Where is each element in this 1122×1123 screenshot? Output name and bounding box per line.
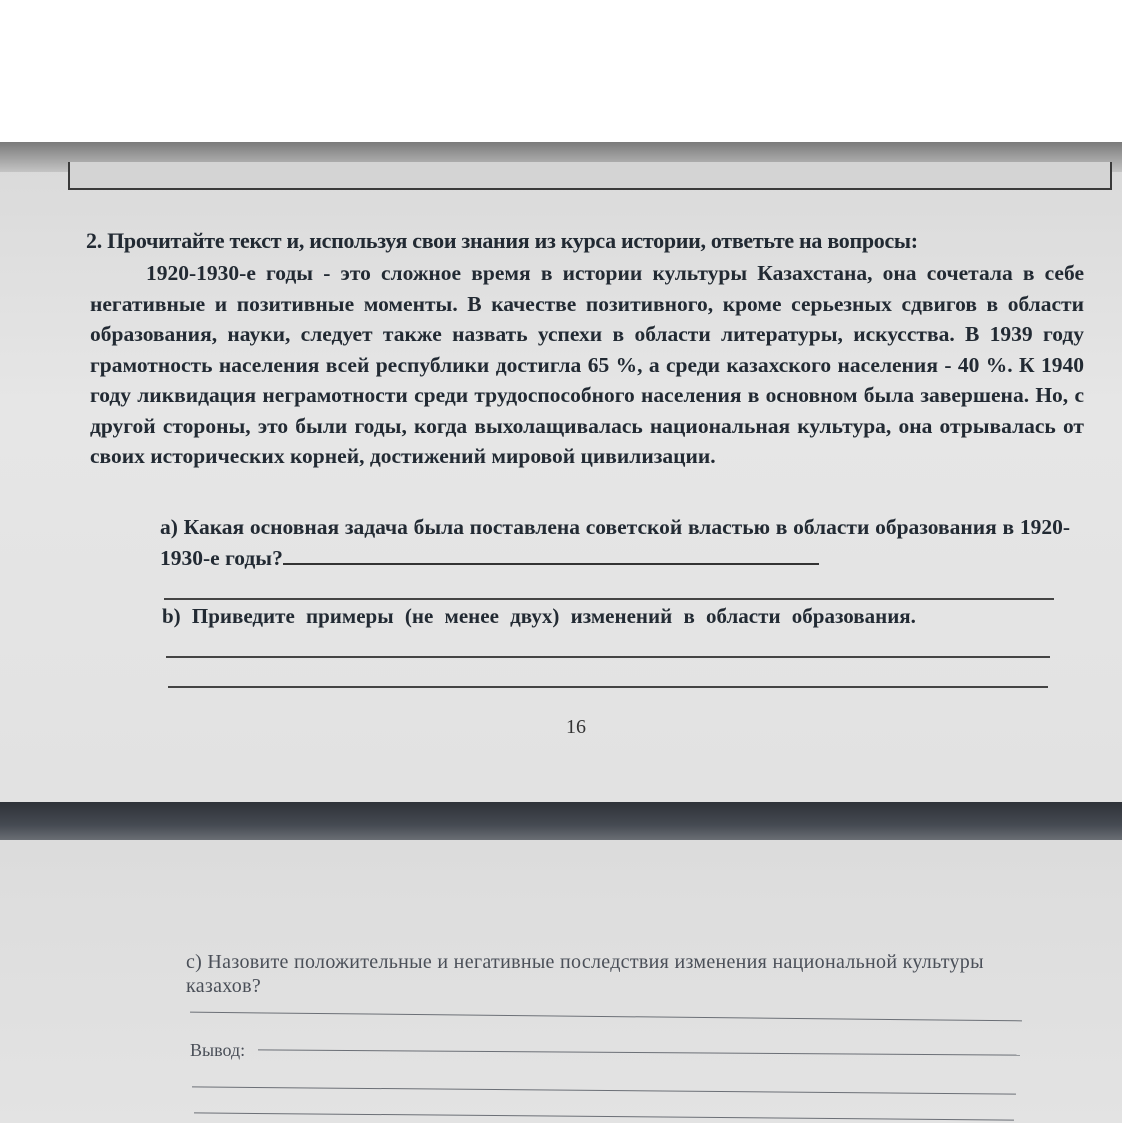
answer-line-a-inline[interactable] — [283, 562, 819, 565]
reading-paragraph: 1920-1930-е годы - это сложное время в истории культуры Казахстана, она сочетала в себе негативные и позитивные моменты. В качестве позитивного, кроме серьезных сдвигов в области образования, науки, следует также назвать успехи в области литературы, искусства. В 1939 году грамотность населения всей республики достигла 65 %, а среди казахского населения - 40 %. К 1940 году ликвидация неграмотности среди трудоспособного населения в основном была завершена. Но, с другой стороны, это были годы, когда выхолащивалась национальная культура, она отрывалась от своих исторических корней, достижений мировой цивилизации. — [90, 261, 1084, 468]
task-title: 2. Прочитайте текст и, используя свои знания из курса истории, ответьте на вопросы: — [86, 228, 918, 253]
question-a — [160, 512, 1070, 574]
question-c: с) Назовите положительные и негативные последствия изменения национальной культуры казахов? — [186, 951, 984, 997]
header-frame — [68, 162, 1112, 190]
conclusion-label: Вывод: — [190, 1040, 246, 1060]
page-number: 16 — [566, 716, 586, 738]
page-gap-separator — [0, 802, 1122, 840]
answer-line-a[interactable] — [164, 598, 1054, 600]
answer-line-b-1[interactable] — [166, 656, 1050, 658]
question-a-text: а) Какая основная задача была поставлена советской властью в области образования в 1920-1930-е годы? — [160, 515, 1070, 570]
answer-line-b-2[interactable] — [168, 686, 1048, 688]
photo-background — [0, 0, 1122, 142]
question-b: b) Приведите примеры (не менее двух) изменений в области образования. — [162, 604, 916, 628]
